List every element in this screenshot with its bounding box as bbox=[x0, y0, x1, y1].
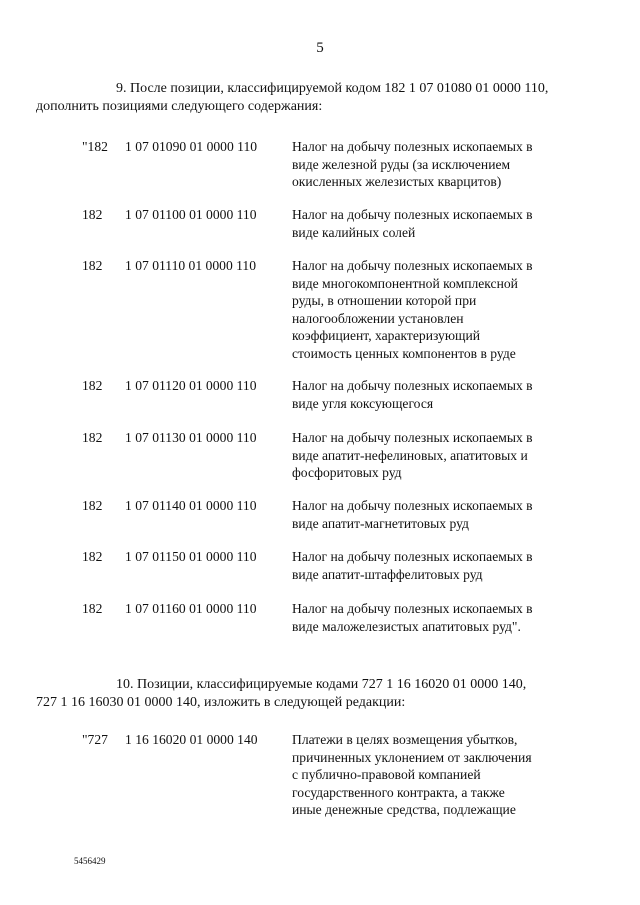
description-line: Налог на добычу полезных ископаемых в bbox=[292, 601, 533, 616]
budget-code: 1 07 01140 01 0000 110 bbox=[125, 498, 257, 513]
item9-intro-line-1: 9. После позиции, классифицируемой кодом 182 1 07 01080 01 0000 110, bbox=[116, 81, 549, 96]
budget-code: 1 07 01150 01 0000 110 bbox=[125, 549, 257, 564]
admin-code: 182 bbox=[82, 378, 103, 393]
description-line: виде апатит-магнетитовых руд bbox=[292, 515, 469, 531]
description-line: Налог на добычу полезных ископаемых в bbox=[292, 139, 533, 154]
admin-code: 182 bbox=[82, 601, 103, 616]
budget-code: 1 07 01110 01 0000 110 bbox=[125, 258, 257, 273]
description-line: стоимость ценных компонентов в руде bbox=[292, 345, 516, 361]
description-line: Налог на добычу полезных ископаемых в bbox=[292, 430, 533, 445]
document-id: 5456429 bbox=[74, 856, 106, 866]
admin-code: 182 bbox=[82, 207, 103, 222]
description-line: виде калийных солей bbox=[292, 224, 416, 240]
description-line: окисленных железистых кварцитов) bbox=[292, 174, 502, 189]
admin-code: 182 bbox=[82, 258, 103, 273]
description-line: Платежи в целях возмещения убытков, bbox=[292, 732, 518, 747]
description-line: с публично-правовой компанией bbox=[292, 767, 481, 782]
item9-intro-line-2: дополнить позициями следующего содержания: bbox=[36, 99, 323, 114]
description-line: виде железной руды (за исключением bbox=[292, 156, 511, 172]
description bbox=[292, 377, 572, 412]
admin-code: "727 bbox=[82, 732, 108, 747]
description-line: иные денежные средства, подлежащие bbox=[292, 802, 516, 817]
description bbox=[292, 429, 572, 482]
description-line: виде апатит-нефелиновых, апатитовых и bbox=[292, 447, 528, 463]
admin-code: 182 bbox=[82, 430, 103, 445]
description-line: Налог на добычу полезных ископаемых в bbox=[292, 498, 533, 513]
description-line: руды, в отношении которой при bbox=[292, 293, 477, 308]
budget-code: 1 07 01130 01 0000 110 bbox=[125, 430, 257, 445]
description-line: Налог на добычу полезных ископаемых в bbox=[292, 258, 533, 273]
description bbox=[292, 548, 572, 583]
description bbox=[292, 257, 572, 362]
description-line: налогообложении установлен bbox=[292, 310, 464, 326]
admin-code: 182 bbox=[82, 549, 103, 564]
description-line: Налог на добычу полезных ископаемых в bbox=[292, 378, 533, 393]
description-line: государственного контракта, а также bbox=[292, 784, 505, 800]
budget-code: 1 07 01120 01 0000 110 bbox=[125, 378, 257, 393]
admin-code: 182 bbox=[82, 498, 103, 513]
budget-code: 1 16 16020 01 0000 140 bbox=[125, 732, 258, 747]
admin-code: "182 bbox=[82, 139, 108, 154]
description-line: коэффициент, характеризующий bbox=[292, 328, 481, 343]
description-line: виде многокомпонентной комплексной bbox=[292, 275, 518, 291]
item10-intro-line-2: 727 1 16 16030 01 0000 140, изложить в следующей редакции: bbox=[36, 695, 406, 710]
description-line: Налог на добычу полезных ископаемых в bbox=[292, 549, 533, 564]
description-line: фосфоритовых руд bbox=[292, 465, 402, 480]
budget-code: 1 07 01160 01 0000 110 bbox=[125, 601, 257, 616]
page-number: 5 bbox=[316, 40, 324, 56]
description bbox=[292, 206, 572, 241]
item9-intro bbox=[36, 80, 566, 116]
description bbox=[292, 600, 572, 635]
item10-intro bbox=[36, 676, 566, 712]
item10-intro-line-1: 10. Позиции, классифицируемые кодами 727 1 16 16020 01 0000 140, bbox=[116, 677, 527, 692]
budget-code: 1 07 01100 01 0000 110 bbox=[125, 207, 257, 222]
description bbox=[292, 731, 572, 819]
description-line: Налог на добычу полезных ископаемых в bbox=[292, 207, 533, 222]
description-line: виде маложелезистых апатитовых руд". bbox=[292, 618, 521, 634]
budget-code: 1 07 01090 01 0000 110 bbox=[125, 139, 258, 154]
description bbox=[292, 497, 572, 532]
description-line: виде угля коксующегося bbox=[292, 395, 434, 411]
description bbox=[292, 138, 572, 191]
description-line: причиненных уклонением от заключения bbox=[292, 749, 532, 765]
description-line: виде апатит-штаффелитовых руд bbox=[292, 566, 483, 582]
